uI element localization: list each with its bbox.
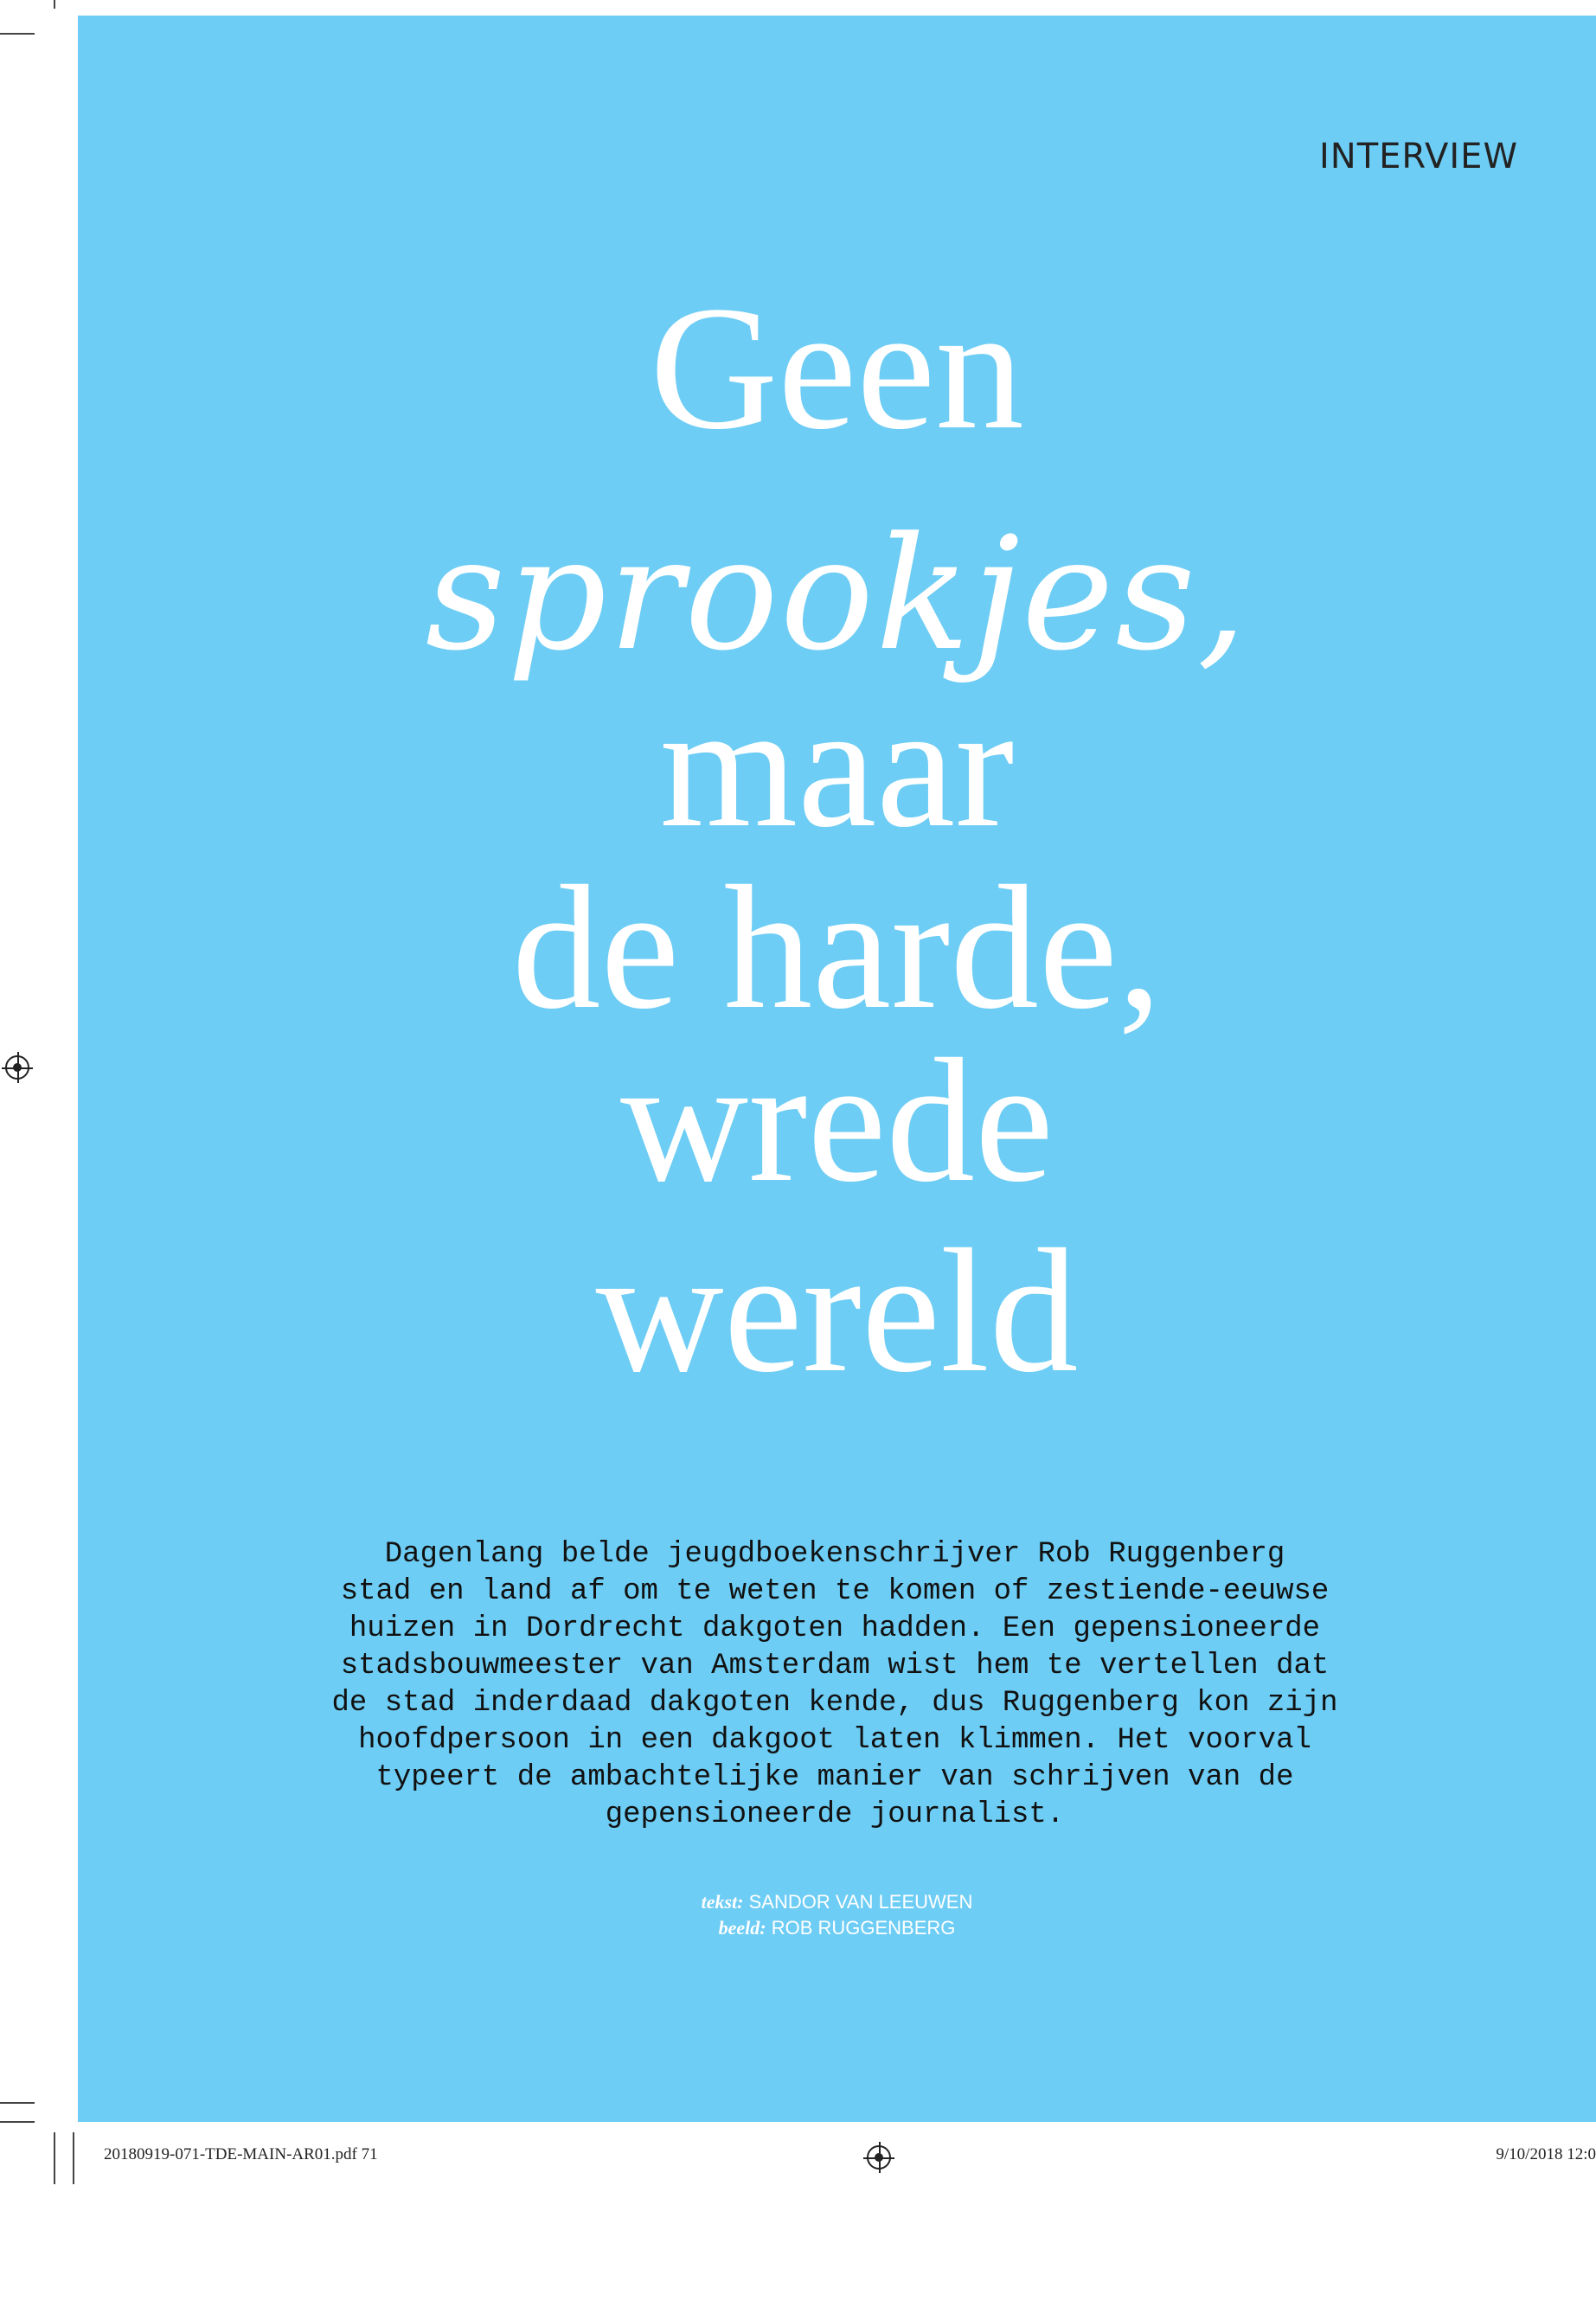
headline-script-line: sprookjes, xyxy=(425,504,1249,685)
credit-image xyxy=(78,1915,1596,1941)
headline xyxy=(78,16,1596,1486)
intro-line: stadsbouwmeester van Amsterdam wist hem te vertellen dat xyxy=(340,1650,1330,1682)
registration-mark-icon xyxy=(5,1055,29,1080)
intro-line: huizen in Dordrecht dakgoten hadden. Een gepensioneerde xyxy=(349,1612,1321,1645)
intro-line: Dagenlang belde jeugdboekenschrijver Rob Ruggenberg xyxy=(384,1538,1285,1571)
intro-line: typeert de ambachtelijke manier van schrijven van de xyxy=(375,1761,1294,1794)
headline-line: de harde, xyxy=(511,849,1163,1046)
crop-mark xyxy=(54,2132,55,2184)
credit-text xyxy=(78,1889,1596,1915)
credit-image-name: ROB RUGGENBERG xyxy=(771,1917,956,1939)
credit-text-name: SANDOR VAN LEEUWEN xyxy=(748,1891,973,1913)
credit-image-label: beeld: xyxy=(718,1917,766,1939)
crop-mark xyxy=(0,2121,35,2123)
crop-mark xyxy=(54,0,55,9)
crop-mark xyxy=(0,33,35,35)
intro-line: de stad inderdaad dakgoten kende, dus Ruggenberg kon zijn xyxy=(331,1687,1338,1720)
intro-line: hoofdpersoon in een dakgoot laten klimmen. Het voorval xyxy=(358,1724,1311,1757)
intro-line: gepensioneerde journalist. xyxy=(605,1798,1065,1831)
cover-panel xyxy=(78,16,1596,2122)
credits xyxy=(78,1889,1596,1941)
registration-mark-icon xyxy=(867,2145,891,2170)
intro-line: stad en land af om te weten te komen of zestiende-eeuwse xyxy=(340,1575,1330,1608)
footer-timestamp: 9/10/2018 12:0 xyxy=(1496,2145,1596,2163)
headline-line: wereld xyxy=(595,1213,1079,1409)
crop-mark xyxy=(0,2102,35,2104)
headline-line: maar xyxy=(659,668,1015,864)
footer-filename: 20180919-071-TDE-MAIN-AR01.pdf 71 xyxy=(104,2145,378,2163)
intro-paragraph xyxy=(311,1536,1358,1834)
headline-line: wrede xyxy=(620,1022,1054,1219)
credit-text-label: tekst: xyxy=(701,1891,744,1913)
headline-line: Geen xyxy=(650,270,1024,466)
crop-mark xyxy=(73,2132,74,2184)
section-label: INTERVIEW xyxy=(1318,137,1518,176)
